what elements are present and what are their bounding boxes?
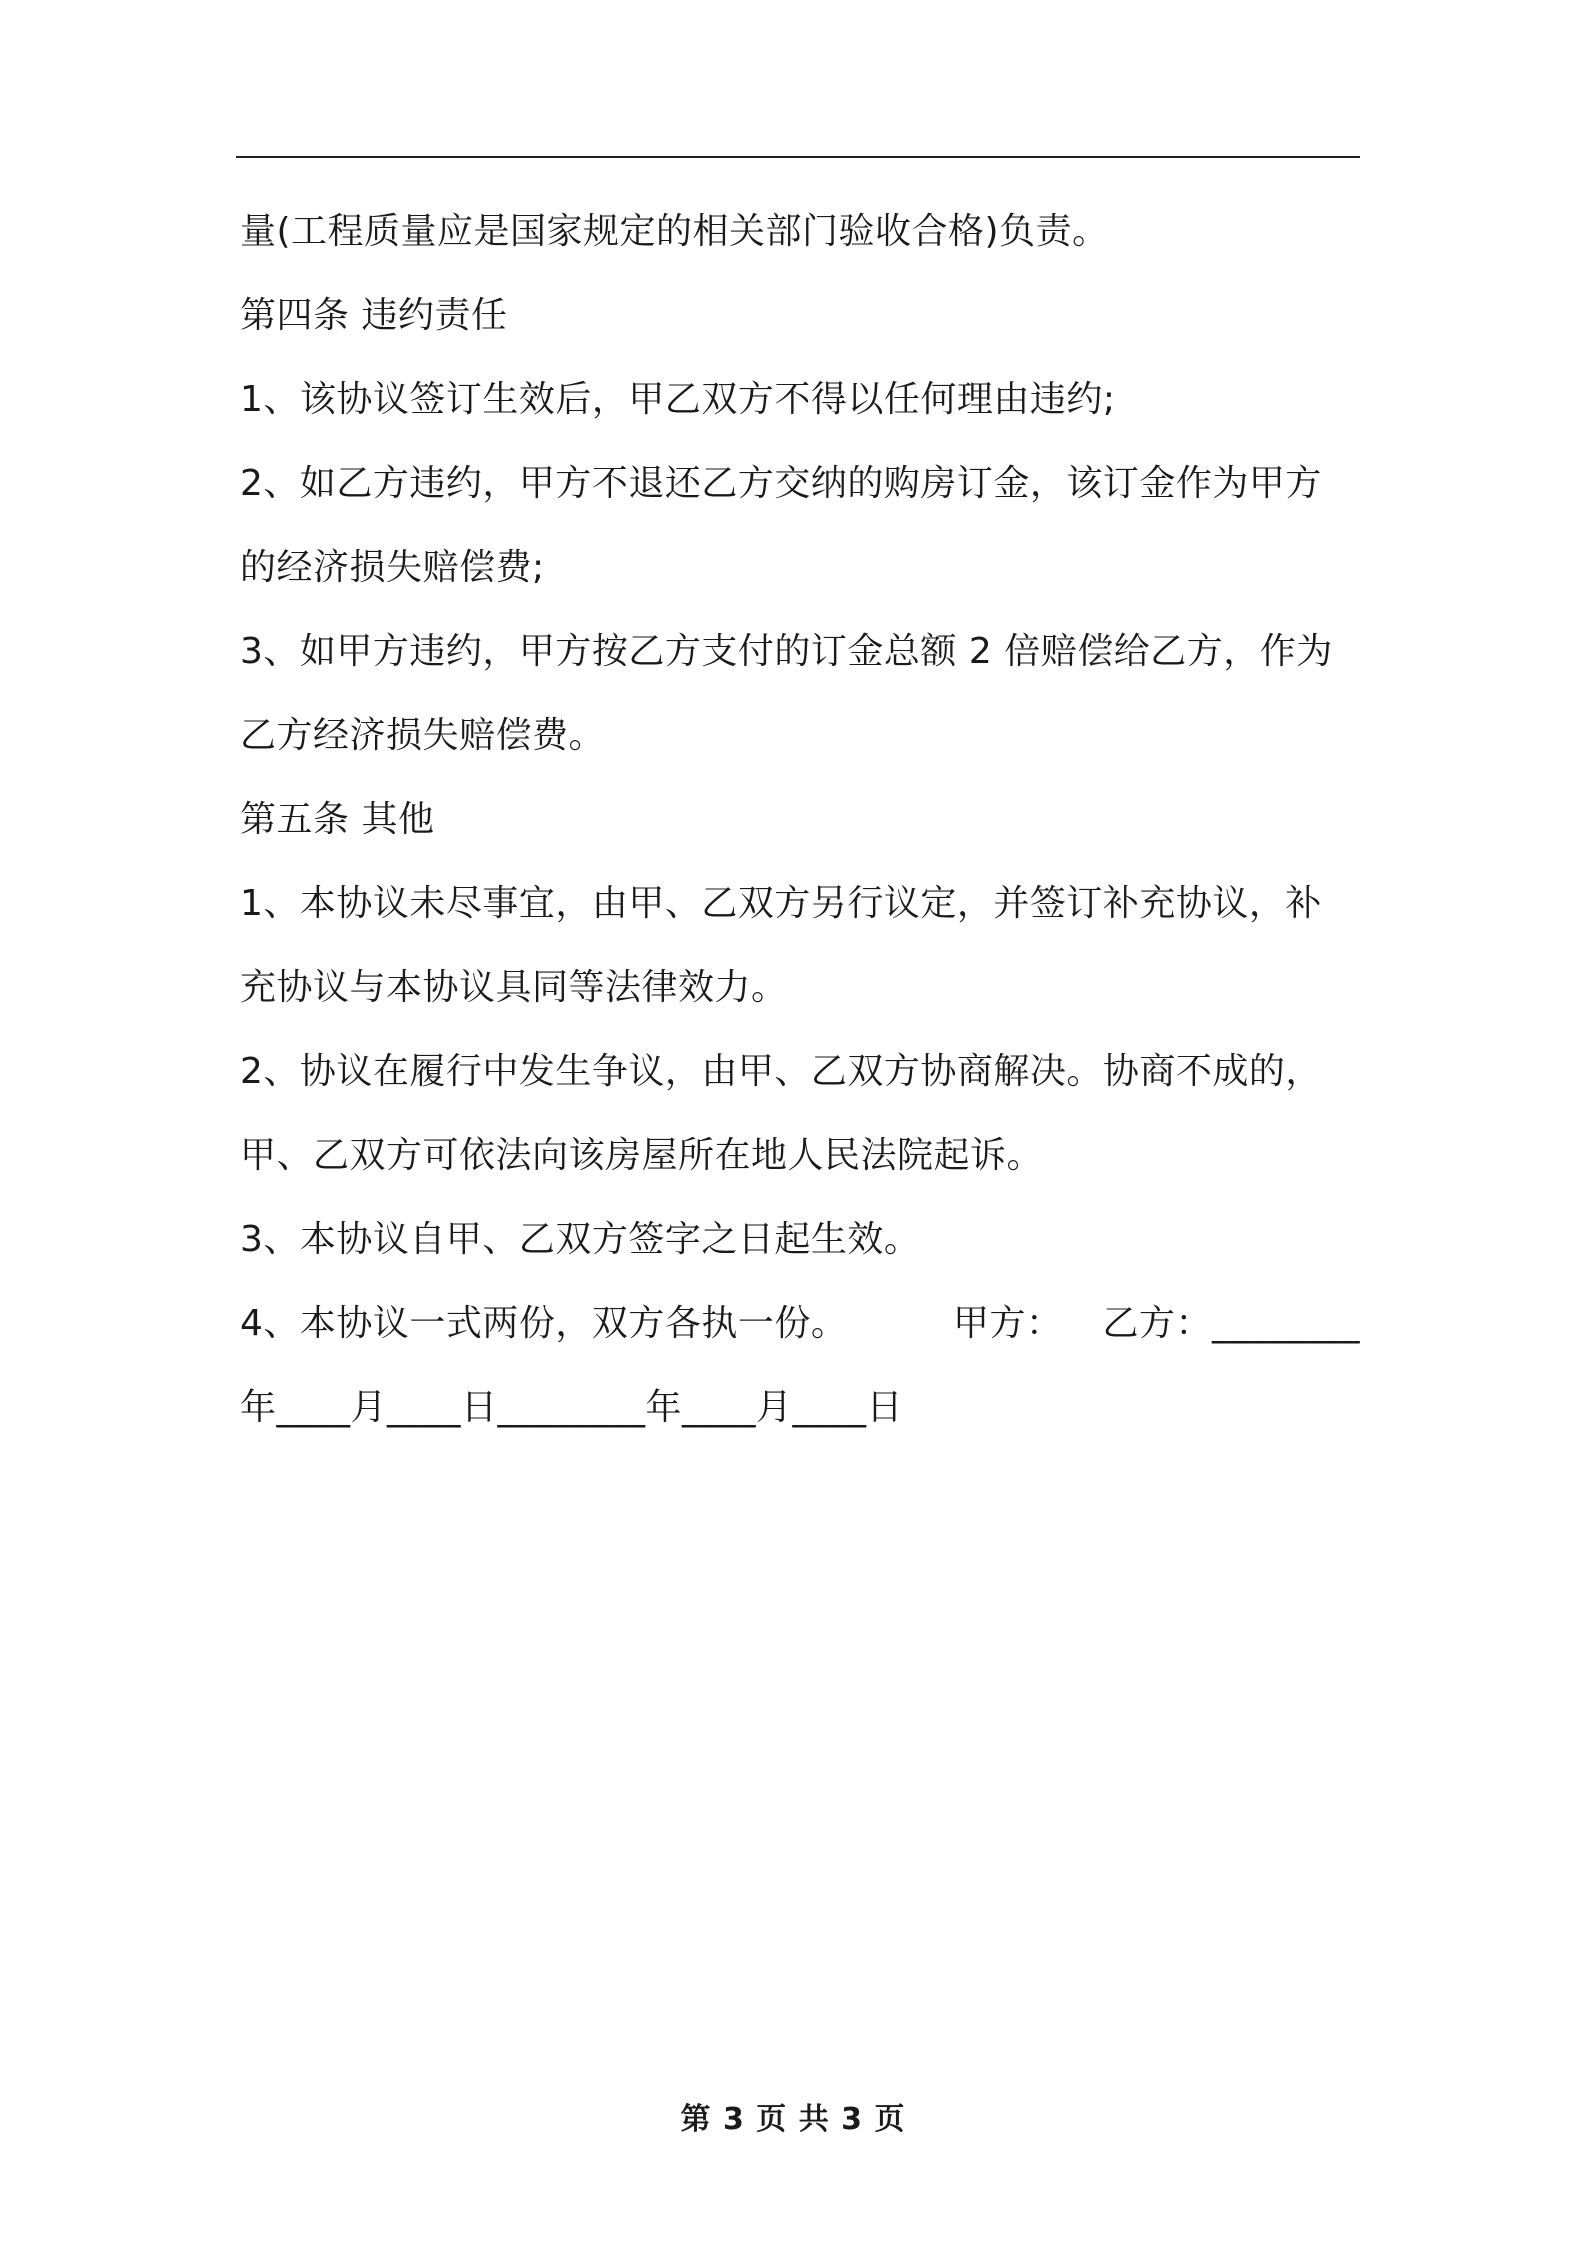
document-body xyxy=(240,190,1360,1450)
party-b-label: 乙方：________ xyxy=(1102,1303,1360,1344)
paragraph-line: 3、本协议自甲、乙双方签字之日起生效。 xyxy=(240,1219,921,1260)
signature-parties xyxy=(953,1282,1360,1366)
section-heading: 第四条 违约责任 xyxy=(240,295,508,336)
paragraph-line: 2、如乙方违约，甲方不退还乙方交纳的购房订金，该订金作为甲方 xyxy=(240,463,1322,504)
signature-clause: 4、本协议一式两份，双方各执一份。 xyxy=(240,1303,848,1344)
date-line: 年____月____日________年____月____日 xyxy=(240,1387,904,1428)
page-number: 第 3 页 共 3 页 xyxy=(680,2102,906,2137)
paragraph-line: 1、该协议签订生效后，甲乙双方不得以任何理由违约; xyxy=(240,379,1116,420)
signature-line xyxy=(240,1282,1360,1366)
header-rule xyxy=(236,156,1360,158)
section-heading: 第五条 其他 xyxy=(240,799,435,840)
paragraph-line: 乙方经济损失赔偿费。 xyxy=(240,715,606,756)
paragraph-line: 量(工程质量应是国家规定的相关部门验收合格)负责。 xyxy=(240,211,1109,252)
paragraph-line: 3、如甲方违约，甲方按乙方支付的订金总额 2 倍赔偿给乙方，作为 xyxy=(240,631,1333,672)
party-a-label: 甲方： xyxy=(952,1303,1063,1344)
paragraph-line: 2、协议在履行中发生争议，由甲、乙双方协商解决。协商不成的， xyxy=(240,1051,1322,1092)
paragraph-line: 甲、乙双方可依法向该房屋所在地人民法院起诉。 xyxy=(240,1135,1044,1176)
paragraph-line: 充协议与本协议具同等法律效力。 xyxy=(240,967,788,1008)
paragraph-line: 的经济损失赔偿费; xyxy=(240,547,545,588)
paragraph-line: 1、本协议未尽事宜，由甲、乙双方另行议定，并签订补充协议，补 xyxy=(240,883,1322,924)
